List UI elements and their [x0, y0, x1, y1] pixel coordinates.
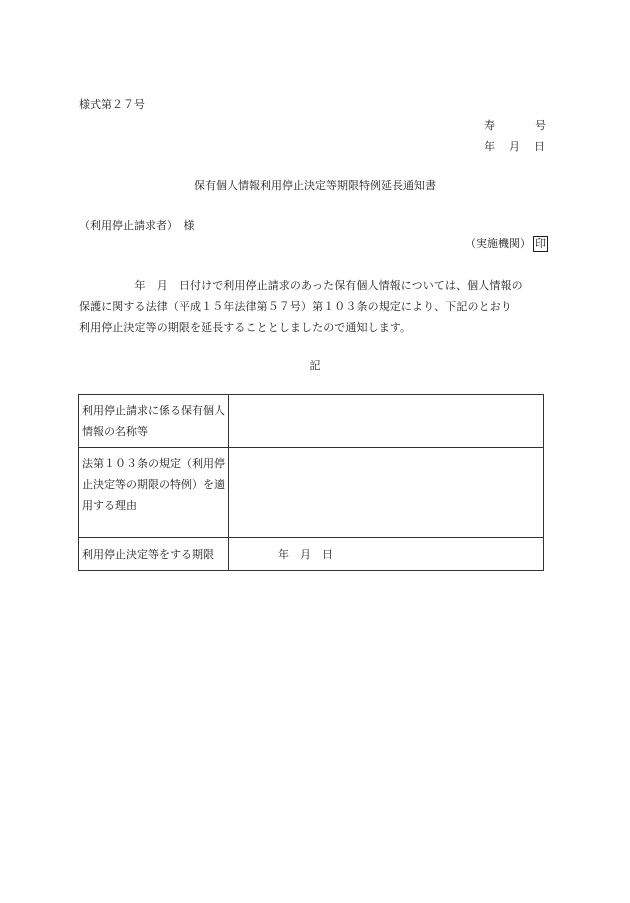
issuer	[465, 236, 548, 252]
row-label-deadline: 利用停止決定等をする期限	[79, 538, 229, 571]
ki-heading: 記	[309, 359, 321, 372]
document-date	[484, 140, 545, 154]
document-number-prefix: 寿	[484, 119, 495, 132]
document-number	[484, 119, 546, 133]
table-row	[79, 538, 544, 571]
notice-body	[79, 275, 549, 338]
row-value-info-name	[229, 395, 544, 448]
document-date-day: 日	[534, 140, 545, 153]
form-number: 様式第２７号	[79, 98, 145, 111]
row-value-reason	[229, 448, 544, 538]
table-row	[79, 395, 544, 448]
body-line-1: 年 月 日付けで利用停止請求のあった保有個人情報については、個人情報の	[79, 279, 523, 292]
body-line-2: 保護に関する法律（平成１５年法律第５７号）第１０３条の規定により、下記のとおり	[79, 300, 512, 313]
issuer-label: （実施機関）	[465, 237, 531, 250]
seal-mark: 印	[535, 237, 546, 250]
table-row	[79, 448, 544, 538]
body-line-3: 利用停止決定等の期限を延長することとしましたので通知します。	[79, 321, 412, 334]
document-title: 保有個人情報利用停止決定等期限特例延長通知書	[194, 179, 436, 192]
document-date-year: 年	[484, 140, 495, 153]
row-value-deadline: 年 月 日	[229, 538, 544, 571]
row-label-info-name: 利用停止請求に係る保有個人情報の名称等	[79, 395, 229, 448]
details-table	[78, 394, 544, 571]
addressee: （利用停止請求者） 様	[79, 219, 195, 232]
row-label-reason: 法第１０３条の規定（利用停止決定等の期限の特例）を適用する理由	[79, 448, 229, 538]
document-number-suffix: 号	[535, 119, 546, 132]
document-date-month: 月	[509, 140, 520, 153]
